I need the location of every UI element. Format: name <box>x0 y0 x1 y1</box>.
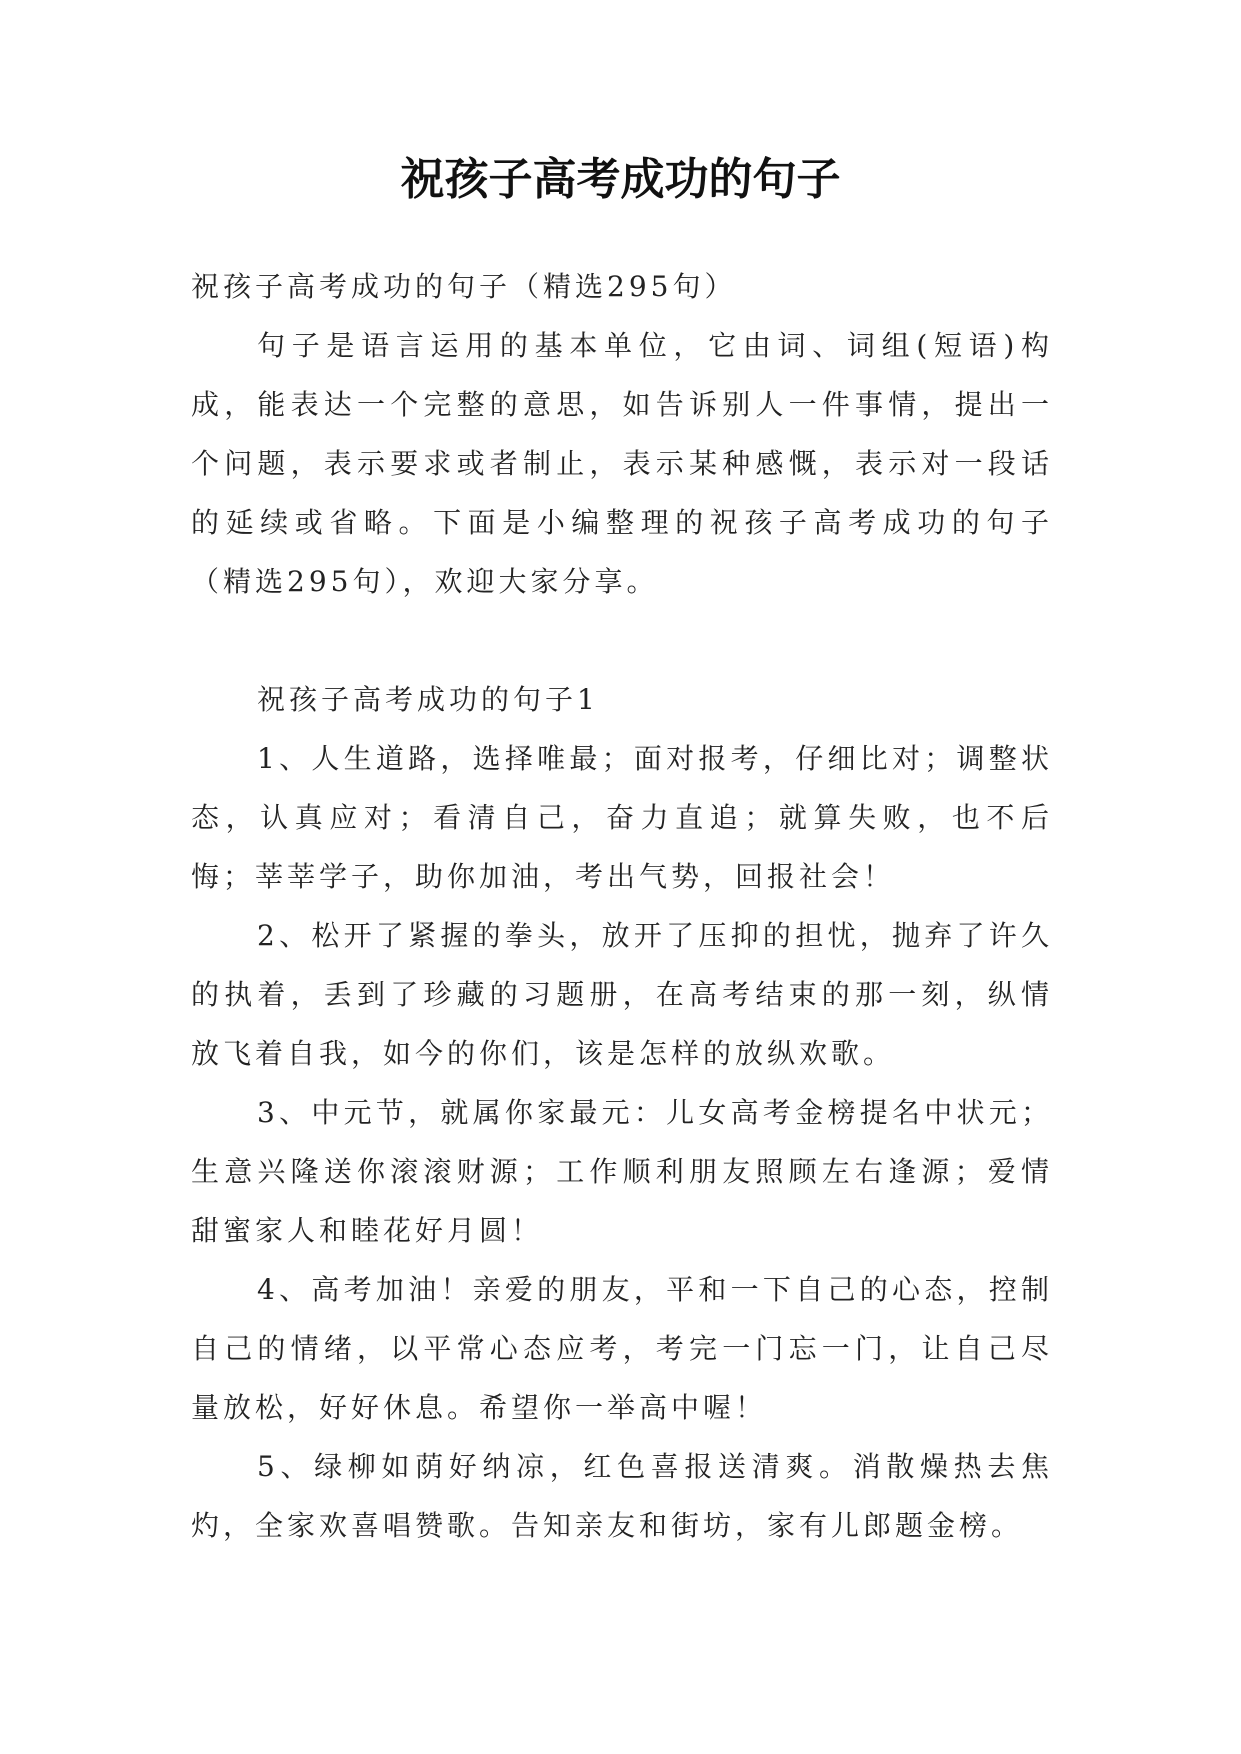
spacer <box>191 611 1053 670</box>
list-item: 1、人生道路，选择唯最；面对报考，仔细比对；调整状态，认真应对；看清自己，奋力直追；就算失败，也不后悔；莘莘学子，助你加油，考出气势，回报社会！ <box>191 742 1053 893</box>
document-title: 祝孩子高考成功的句子 <box>400 154 841 205</box>
list-item: 4、高考加油！亲爱的朋友，平和一下自己的心态，控制自己的情绪，以平常心态应考，考完一门忘一门，让自己尽量放松，好好休息。希望你一举高中喔！ <box>191 1273 1053 1424</box>
subtitle: 祝孩子高考成功的句子（精选295句） <box>191 270 737 303</box>
section-heading: 祝孩子高考成功的句子1 <box>257 683 599 716</box>
list-item: 3、中元节，就属你家最元：儿女高考金榜提名中状元；生意兴隆送你滚滚财源；工作顺利朋友照顾左右逢源；爱情甜蜜家人和睦花好月圆！ <box>191 1096 1053 1247</box>
intro-paragraph: 句子是语言运用的基本单位，它由词、词组(短语)构成，能表达一个完整的意思，如告诉别人一件事情，提出一个问题，表示要求或者制止，表示某种感慨，表示对一段话的延续或省略。下面是小编整理的祝孩子高考成功的句子（精选295句），欢迎大家分享。 <box>191 329 1053 598</box>
list-item: 5、绿柳如荫好纳凉，红色喜报送清爽。消散燥热去焦灼，全家欢喜唱赞歌。告知亲友和街坊，家有儿郎题金榜。 <box>191 1450 1053 1542</box>
document-body <box>191 257 1053 1555</box>
list-item: 2、松开了紧握的拳头，放开了压抑的担忧，抛弃了许久的执着，丢到了珍藏的习题册，在高考结束的那一刻，纵情放飞着自我，如今的你们，该是怎样的放纵欢歌。 <box>191 919 1053 1070</box>
